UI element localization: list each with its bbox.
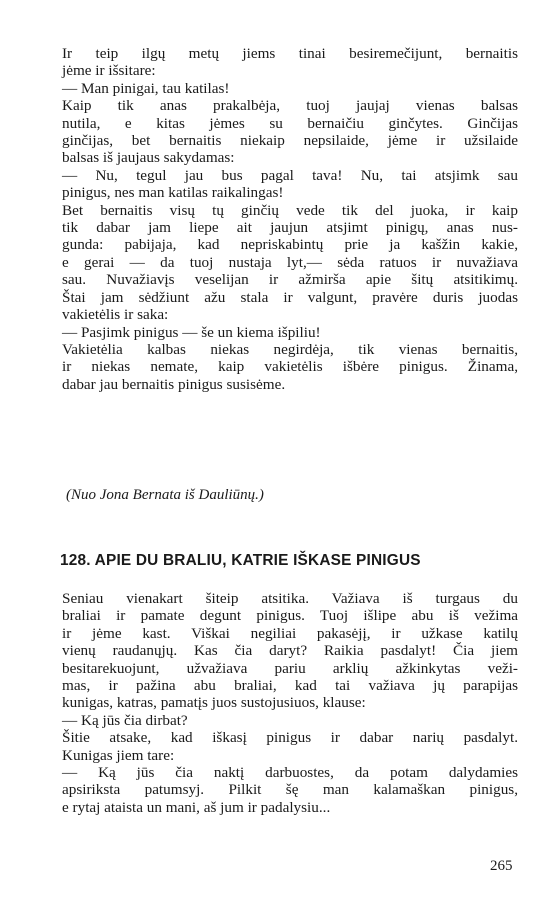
- text-line: e gerai — da tuoj nustaja lyt,— sėda ratuos ir nuvažiava: [62, 253, 518, 271]
- dialogue-line: — Nu, tegul jau bus pagal tava! Nu, tai atsjimk sau: [62, 166, 518, 184]
- dialogue-line: — Pasjimk pinigus — še un kiema išpiliu!: [62, 323, 321, 341]
- dialogue-line: — Man pinigai, tau katilas!: [62, 79, 230, 97]
- text-line: balsas iš jaujaus sakydamas:: [62, 149, 235, 167]
- story-heading: 128. APIE DU BRALIU, KATRIE IŠKASE PINIGUS: [60, 552, 421, 569]
- text-line: Štai jam sėdžiunt ažu stala ir valgunt, pravėre duris juodas: [62, 288, 518, 306]
- text-line: ir niekas nemate, kaip vakietėlis išbėre pinigus. Žinama,: [62, 358, 518, 376]
- text-line: e rytaj ataista un mani, aš jum ir padalysiu...: [62, 798, 331, 816]
- text-line: besitarekuojunt, užvažiava pariu arklių ažkinkytas veži-: [62, 659, 518, 677]
- text-line: sau. Nuvažiavįs veselijan ir ažmirša apie šitų atsitikimų.: [62, 271, 518, 289]
- text-line: Kunigas jiem tare:: [62, 746, 175, 764]
- story-body: [62, 590, 518, 816]
- story-source-credit: (Nuo Jona Bernata iš Dauliūnų.): [66, 487, 264, 503]
- text-line: ginčijas, bet bernaitis niekaip nepsilaide, jėme ir užsilaide: [62, 132, 518, 150]
- text-line: mas, ir pažina abu braliai, kad tai važiava jų parapijas: [62, 677, 518, 695]
- text-line: Ir teip ilgų metų jiems tinai besiremečijunt, bernaitis: [62, 45, 518, 62]
- page-number: 265: [490, 858, 513, 874]
- text-line: Kaip tik anas prakalbėja, tuoj jaujaj vienas balsas: [62, 97, 518, 115]
- dialogue-line: — Ką jūs čia dirbat?: [62, 711, 188, 729]
- story-continuation: [62, 45, 518, 393]
- text-line: dabar jau bernaitis pinigus susisėme.: [62, 375, 286, 393]
- text-line: Seniau vienakart šiteip atsitika. Važiava iš turgaus du: [62, 590, 518, 607]
- text-line: vakietėlis ir saka:: [62, 306, 169, 324]
- text-line: gunda: pabijaja, kad nepriskabintų prie ja kašžin kakie,: [62, 236, 518, 254]
- text-line: tik dabar jam liepe ait jaujun atsjimt pinigų, anas nus-: [62, 219, 518, 237]
- dialogue-line: — Ką jūs čia naktį darbuostes, da potam dalydamies: [62, 764, 518, 782]
- text-line: pinigus, nes man katilas raikalingas!: [62, 184, 284, 202]
- text-line: apsiriksta patumsyj. Pilkit šę man kalamaškan pinigus,: [62, 781, 518, 799]
- text-line: ir jėme kast. Viškai negiliai pakasėjį, ir užkase katilų: [62, 624, 518, 642]
- text-line: kunigas, katras, pamatįs juos sustojusiuos, klause:: [62, 694, 366, 712]
- text-line: Vakietėlia kalbas niekas negirdėja, tik vienas bernaitis,: [62, 340, 518, 358]
- text-line: vienų raudanųjų. Kas čia daryt? Raikia pasdalyt! Čia jiem: [62, 642, 518, 660]
- text-line: Šitie atsake, kad iškasį pinigus ir dabar narių pasdalyt.: [62, 729, 518, 747]
- text-line: Bet bernaitis visų tų ginčių vede tik del juoka, ir kaip: [62, 201, 518, 219]
- text-line: nutila, e kitas jėmes su bernaičiu ginčytes. Ginčijas: [62, 114, 518, 132]
- text-line: braliai ir pamate degunt pinigus. Tuoj išlipe abu iš vežima: [62, 607, 518, 625]
- text-line: jėme ir išsitare:: [62, 62, 156, 80]
